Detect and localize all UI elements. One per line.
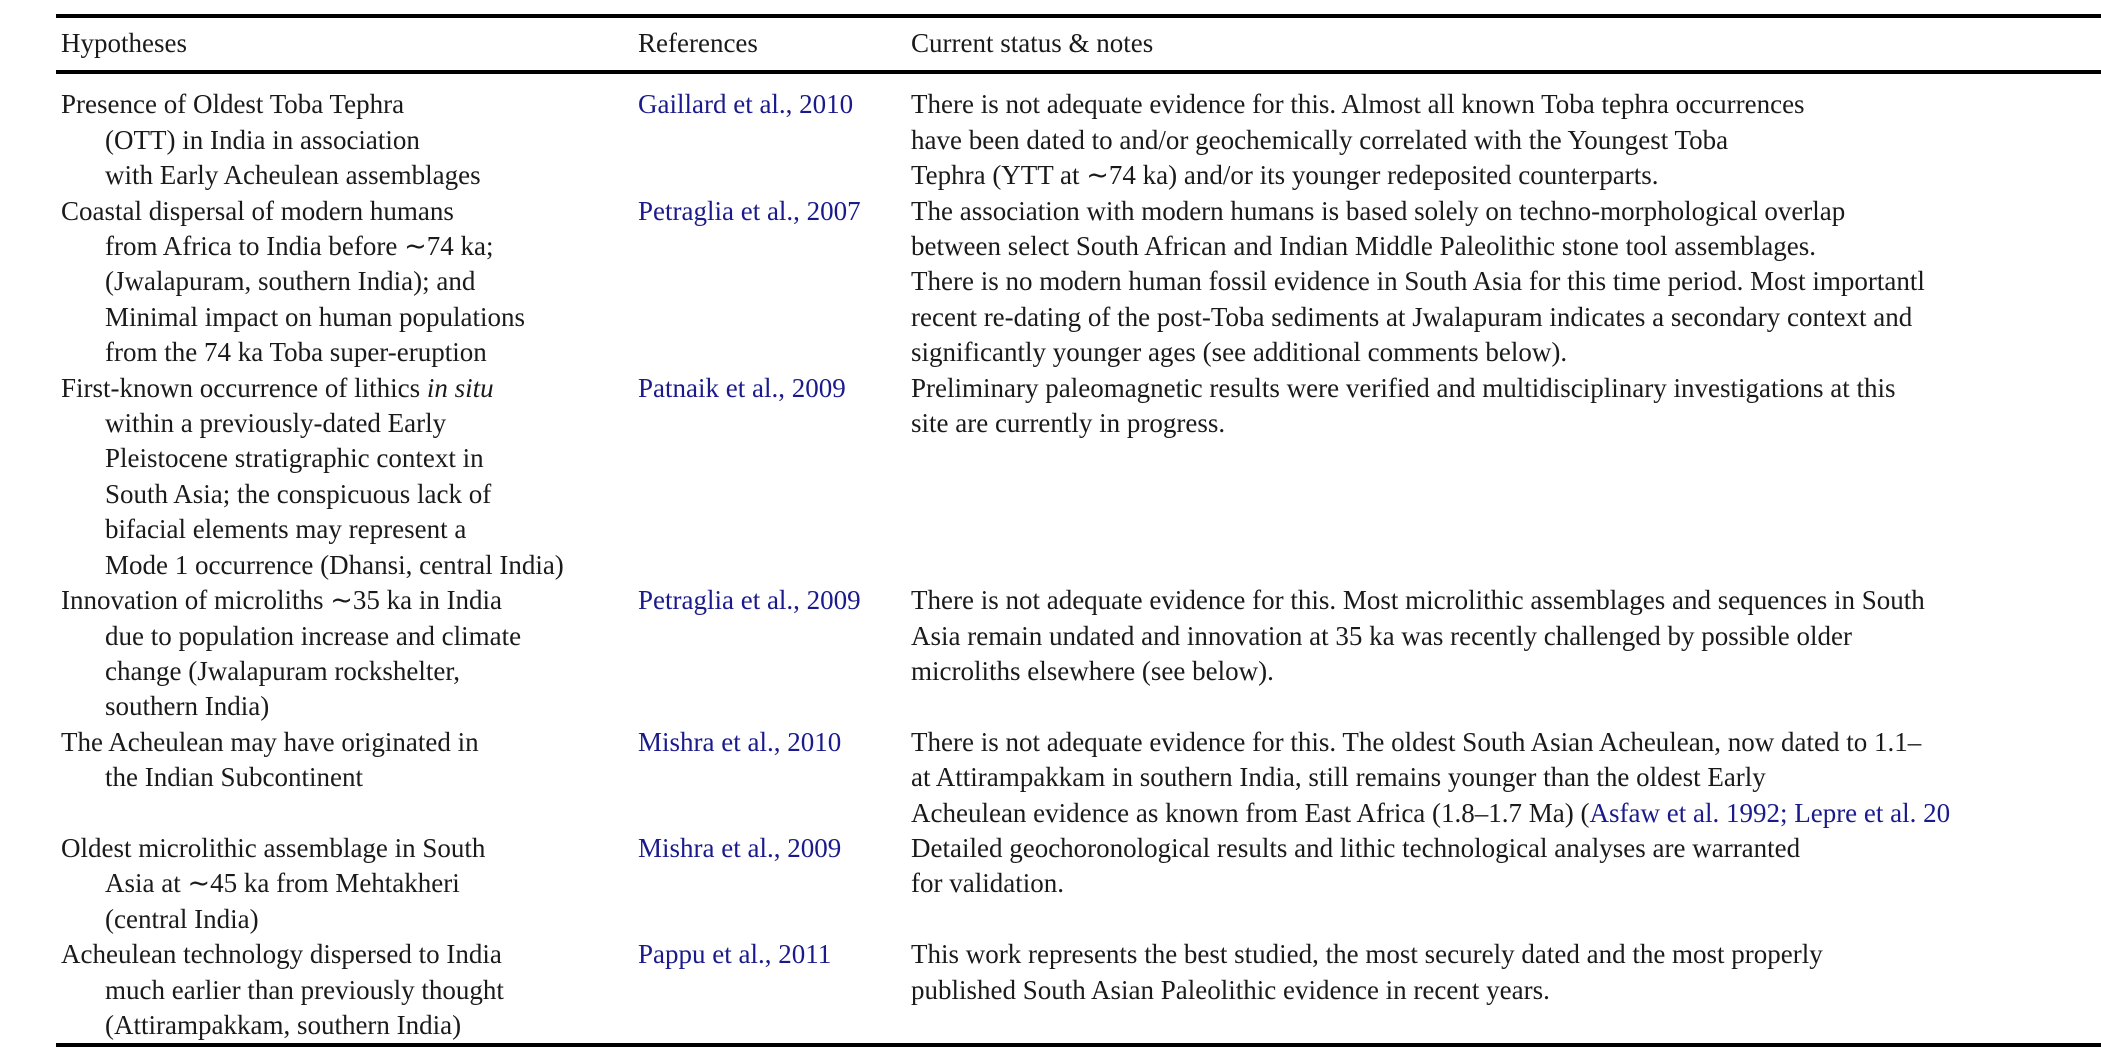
hypothesis-line: Oldest microlithic assemblage in South: [61, 832, 486, 863]
status-line: Tephra (YTT at ∼74 ka) and/or its younger redeposited counterparts.: [911, 160, 1659, 191]
reference-link[interactable]: Petraglia et al., 2007: [638, 195, 861, 226]
status-cell: [911, 937, 2101, 1043]
hypothesis-line: (OTT) in India in association: [105, 124, 420, 155]
reference-cell: [638, 725, 911, 831]
hypothesis-cell: [61, 725, 638, 831]
status-cell: [911, 583, 2101, 725]
status-line: There is not adequate evidence for this. Almost all known Toba tephra occurrences: [911, 89, 1805, 120]
status-cell: [911, 87, 2101, 193]
hypothesis-line: Innovation of microliths ∼35 ka in India: [61, 585, 503, 616]
hypothesis-line: South Asia; the conspicuous lack of: [105, 478, 492, 509]
hypothesis-cell: [61, 194, 638, 371]
hypothesis-line: Presence of Oldest Toba Tephra: [61, 89, 405, 120]
reference-link[interactable]: Gaillard et al., 2010: [638, 89, 854, 120]
status-line: Preliminary paleomagnetic results were verified and multidisciplinary investigations at this: [911, 372, 1896, 403]
hypothesis-line: Pleistocene stratigraphic context in: [105, 443, 484, 474]
status-line: Asia remain undated and innovation at 35 ka was recently challenged by possible older: [911, 620, 1852, 651]
status-cell: [911, 725, 2101, 831]
hypothesis-cell: [61, 583, 638, 725]
status-line: published South Asian Paleolithic evidence in recent years.: [911, 974, 1550, 1005]
hypothesis-line: with Early Acheulean assemblages: [105, 160, 481, 191]
status-line: site are currently in progress.: [911, 408, 1226, 439]
hypothesis-line: from Africa to India before ∼74 ka;: [105, 231, 494, 262]
bottom-rule: [56, 1043, 2101, 1047]
reference-cell: [638, 937, 911, 1043]
hypothesis-line: Minimal impact on human populations: [105, 301, 525, 332]
hypothesis-line: (Attirampakkam, southern India): [105, 1009, 462, 1040]
table-header-row: [61, 18, 2101, 70]
reference-link[interactable]: Petraglia et al., 2009: [638, 585, 861, 616]
status-text: First-known occurrence of lithics: [61, 372, 427, 403]
status-line: The association with modern humans is based solely on techno-morphological overlap: [911, 195, 1846, 226]
hypothesis-line: the Indian Subcontinent: [105, 762, 363, 793]
reference-cell: [638, 371, 911, 583]
hypothesis-line: within a previously-dated Early: [105, 408, 447, 439]
hypothesis-line: Acheulean technology dispersed to India: [61, 939, 502, 970]
table-row: [61, 87, 2101, 193]
status-line: There is not adequate evidence for this. Most microlithic assemblages and sequences in South: [911, 585, 1925, 616]
hypothesis-line: southern India): [105, 691, 270, 722]
status-line: for validation.: [911, 868, 1064, 899]
hypothesis-line: bifacial elements may represent a: [105, 514, 467, 545]
status-line: microliths elsewhere (see below).: [911, 655, 1274, 686]
status-line: There is not adequate evidence for this. The oldest South Asian Acheulean, now dated to 1.1–: [911, 726, 1922, 757]
table-row: [61, 371, 2101, 583]
hypothesis-line: Coastal dispersal of modern humans: [61, 195, 454, 226]
table-body: [61, 74, 2101, 1043]
reference-cell: [638, 194, 911, 371]
hypothesis-cell: [61, 371, 638, 583]
hypothesis-line: Asia at ∼45 ka from Mehtakheri: [105, 868, 460, 899]
status-line: significantly younger ages (see additional comments below).: [911, 337, 1568, 368]
table-row: [61, 725, 2101, 831]
status-line: recent re-dating of the post-Toba sediments at Jwalapuram indicates a secondary context and: [911, 301, 1913, 332]
hypothesis-cell: [61, 831, 638, 937]
column-header-references: References: [638, 28, 758, 58]
table-row: [61, 937, 2101, 1043]
hypothesis-line: change (Jwalapuram rockshelter,: [105, 655, 461, 686]
status-line: This work represents the best studied, the most securely dated and the most properly: [911, 939, 1823, 970]
hypothesis-line: due to population increase and climate: [105, 620, 522, 651]
reference-link[interactable]: Patnaik et al., 2009: [638, 372, 846, 403]
table-row: [61, 583, 2101, 725]
status-text: Acheulean evidence as known from East Africa (1.8–1.7 Ma) (: [911, 797, 1590, 828]
status-cell: [911, 194, 2101, 371]
hypothesis-line: (Jwalapuram, southern India); and: [105, 266, 476, 297]
hypothesis-cell: [61, 937, 638, 1043]
status-cell: [911, 371, 2101, 583]
citation-link[interactable]: Asfaw et al. 1992; Lepre et al. 20: [1589, 797, 1951, 828]
hypothesis-line: from the 74 ka Toba super-eruption: [105, 337, 487, 368]
reference-link[interactable]: Pappu et al., 2011: [638, 939, 832, 970]
status-line: Detailed geochoronological results and lithic technological analyses are warranted: [911, 832, 1801, 863]
hypothesis-line: Mode 1 occurrence (Dhansi, central India): [105, 549, 564, 580]
hypothesis-line: much earlier than previously thought: [105, 974, 504, 1005]
status-line: have been dated to and/or geochemically correlated with the Youngest Toba: [911, 124, 1729, 155]
status-line: between select South African and Indian Middle Paleolithic stone tool assemblages.: [911, 231, 1817, 262]
reference-cell: [638, 583, 911, 725]
reference-cell: [638, 831, 911, 937]
reference-link[interactable]: Mishra et al., 2009: [638, 832, 842, 863]
hypothesis-cell: [61, 87, 638, 193]
italic-text: in situ: [426, 372, 494, 403]
hypothesis-line: (central India): [105, 903, 259, 934]
status-cell: [911, 831, 2101, 937]
reference-link[interactable]: Mishra et al., 2010: [638, 726, 842, 757]
column-header-status: Current status & notes: [911, 28, 1154, 58]
hypothesis-line: [61, 371, 638, 406]
column-header-hypotheses: Hypotheses: [61, 28, 187, 58]
status-line: There is no modern human fossil evidence in South Asia for this time period. Most importantl: [911, 266, 1925, 297]
status-line: at Attirampakkam in southern India, still remains younger than the oldest Early: [911, 762, 1766, 793]
hypothesis-line: The Acheulean may have originated in: [61, 726, 479, 757]
reference-cell: [638, 87, 911, 193]
table-row: [61, 194, 2101, 371]
status-line: [911, 796, 2101, 831]
table-row: [61, 831, 2101, 937]
